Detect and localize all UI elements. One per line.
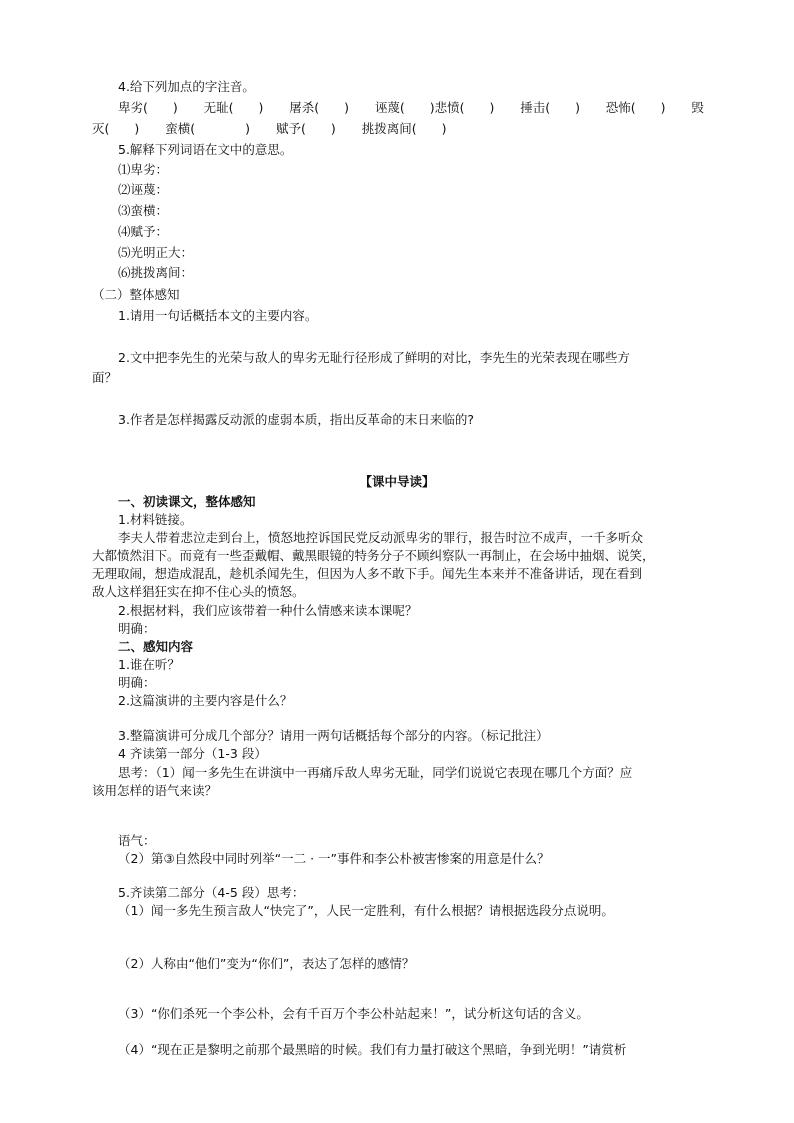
q4-item: 恐怖( ) (605, 100, 666, 115)
question: 2.文中把李先生的光荣与敌人的卑劣无耻行径形成了鲜明的对比，李先生的光荣表现在哪些方 (118, 350, 630, 365)
q5-title: 5.解释下列词语在文中的意思。 (118, 142, 293, 157)
part-heading: 一、初读课文，整体感知 (118, 494, 256, 509)
answer-label: 语气： (118, 833, 156, 848)
q5-item: ⑶蛮横： (118, 203, 169, 218)
q5-item: ⑴卑劣： (118, 162, 169, 177)
q4-item: 赋予( ) (276, 121, 336, 136)
reading-task: 4 齐读第一部分（1-3 段） (118, 746, 267, 761)
q5-item: ⑵诬蔑： (118, 182, 169, 197)
q4-item: 卑劣( ) (118, 100, 178, 115)
q4-row2 (92, 120, 447, 138)
material-line: 无理取闹，想造成混乱，趁机杀闻先生，但因为人多不敢下手。闻先生本来并不准备讲话，现在看到 (92, 566, 643, 581)
question-continued: 面？ (92, 370, 118, 385)
q5-item: ⑷赋予： (118, 224, 169, 239)
material-line: 大都愤然泪下。而竟有一些歪戴帽、戴黑眼镜的特务分子不顾纠察队一再制止，在会场中抽烟、说笑， (92, 548, 655, 563)
q4-item: 毁 (691, 100, 704, 115)
material-label: 1.材料链接。 (118, 512, 193, 527)
material-line: 敌人这样猖狂实在抑不住心头的愤怒。 (92, 584, 305, 599)
question: 3.整篇演讲可分成几个部分？请用一两句话概括每个部分的内容。（标记批注） (118, 728, 549, 743)
q5-item: ⑸光明正大： (118, 245, 194, 260)
material-line: 李夫人带着悲泣走到台上，愤怒地控诉国民党反动派卑劣的罪行，报告时泣不成声，一千多听众 (118, 530, 644, 545)
question-continued: 该用怎样的语气来读？ (92, 783, 218, 798)
question: 3.作者是怎样揭露反动派的虚弱本质，指出反革命的末日来临的? (118, 412, 475, 427)
question: （2）人称由“他们”变为“你们”，表达了怎样的感情？ (118, 956, 415, 971)
question: 思考：（1）闻一多先生在讲演中一再痛斥敌人卑劣无耻，同学们说说它表现在哪几个方面？应 (118, 765, 633, 780)
q4-row1 (118, 99, 704, 117)
question: 1.请用一句话概括本文的主要内容。 (118, 308, 318, 323)
part-heading: 二、感知内容 (118, 639, 194, 654)
answer-label: 明确： (118, 675, 156, 690)
answer-label: 明确： (118, 621, 156, 636)
question: （1）闻一多先生预言敌人“快完了”，人民一定胜利，有什么根据？请根据选段分点说明。 (118, 903, 614, 918)
q4-item: 屠杀( ) (289, 100, 349, 115)
question: （2）第③自然段中同时列举“一二 · 一”事件和李公朴被害惨案的用意是什么？ (118, 851, 550, 866)
q5-item: ⑹挑拨离间： (118, 265, 194, 280)
question: 2.根据材料，我们应该带着一种什么情感来读本课呢？ (118, 603, 418, 618)
section-heading: （二）整体感知 (92, 287, 180, 302)
q4-item: 无耻( ) (203, 100, 264, 115)
question: 1.谁在听？ (118, 657, 180, 672)
q4-item: 蛮横( ) (165, 121, 251, 136)
q4-item: 灭( ) (92, 121, 140, 136)
q4-title: 4.给下列加点的字注音。 (118, 79, 255, 94)
q4-item: 诬蔑( )悲愤( ) (374, 100, 495, 115)
guide-title: 【课中导读】 (359, 474, 435, 489)
question: （3）“你们杀死一个李公朴，会有千百万个李公朴站起来！”，试分析这句话的含义。 (118, 1006, 589, 1021)
q4-item: 捶击( ) (520, 100, 580, 115)
question: 2.这篇演讲的主要内容是什么？ (118, 693, 293, 708)
reading-task: 5.齐读第二部分（4-5 段）思考： (118, 885, 305, 900)
question: （4）“现在正是黎明之前那个最黑暗的时候。我们有力量打破这个黑暗，争到光明！”请赏析 (118, 1042, 627, 1057)
q4-item: 挑拨离间( ) (361, 121, 447, 136)
